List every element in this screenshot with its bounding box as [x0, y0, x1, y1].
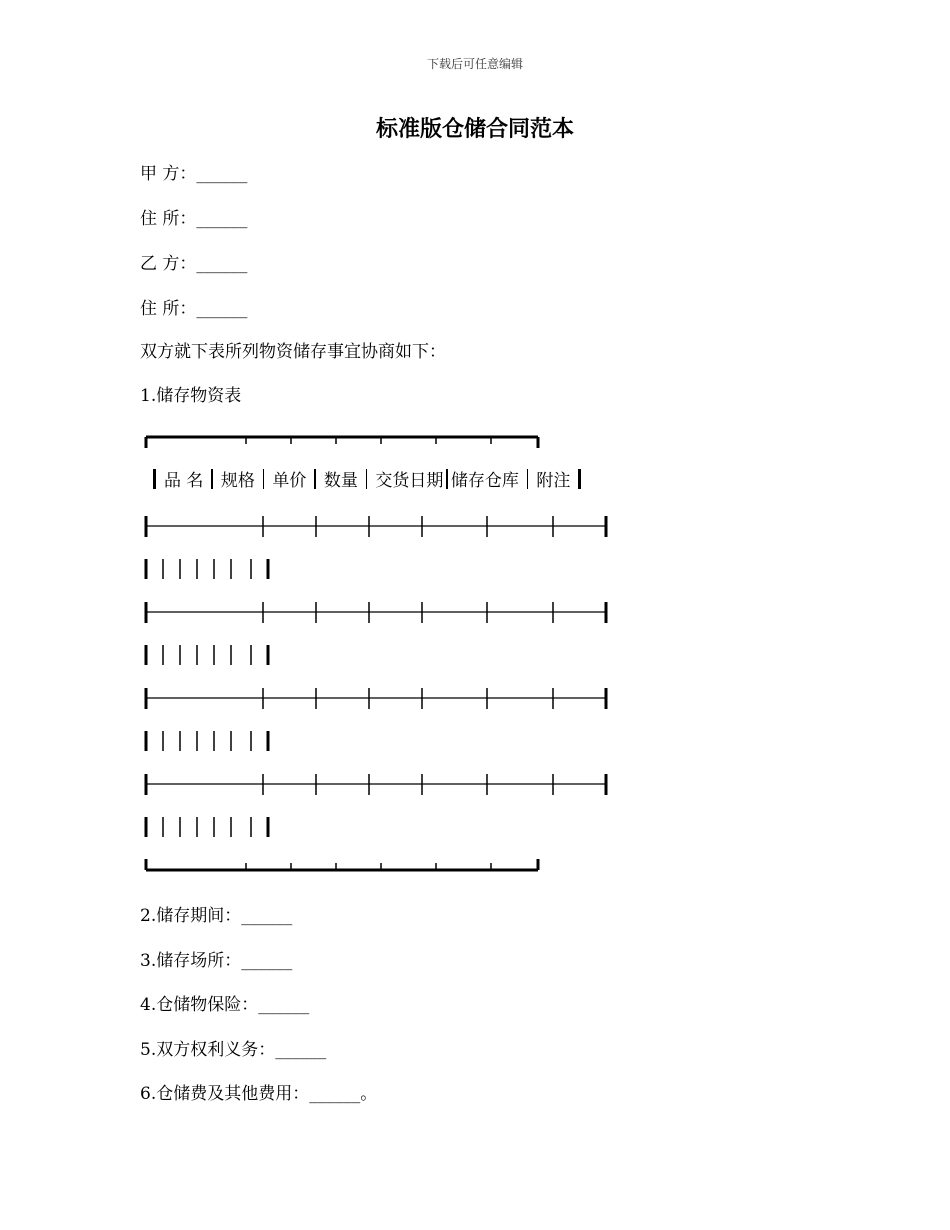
clause-text: 3.储存场所： [140, 951, 242, 971]
column-header: 附注 [536, 471, 571, 491]
header-note: 下载后可任意编辑 [426, 57, 523, 71]
fill-blank: ______ [241, 906, 293, 926]
clause-2 [140, 904, 292, 928]
column-separator [578, 469, 581, 489]
column-header: 储存仓库 [450, 471, 519, 491]
column-separator [153, 469, 156, 489]
fill-blank: ______ [275, 1040, 327, 1060]
clause-text: 2.储存期间： [140, 906, 242, 926]
party-b-line [140, 252, 247, 276]
table-top-border [140, 430, 560, 450]
intro-paragraph: 双方就下表所列物资储存事宜协商如下： [140, 342, 446, 362]
clause-6 [140, 1082, 377, 1106]
column-separator [366, 469, 368, 489]
empty-row [140, 815, 280, 839]
fill-blank: ______ [241, 951, 293, 971]
party-b-address-line [140, 297, 247, 321]
party-label: 住 所： [140, 209, 197, 229]
empty-row [140, 557, 280, 581]
clause-text: 5.双方权利义务： [140, 1040, 276, 1060]
column-header: 交货日期 [375, 471, 444, 491]
party-label: 甲 方： [140, 164, 197, 184]
row-divider [140, 773, 620, 797]
clause-5 [140, 1038, 326, 1062]
party-label: 住 所： [140, 299, 197, 319]
column-header: 品 名 [164, 471, 204, 491]
clause-3 [140, 949, 292, 973]
fill-blank: ______ [196, 164, 248, 184]
clause-text: 6.仓储费及其他费用： [140, 1084, 310, 1104]
clause-suffix: 。 [360, 1084, 378, 1104]
clause-4 [140, 993, 309, 1017]
column-separator [263, 469, 265, 489]
party-a-line [140, 162, 247, 186]
fill-blank: ______ [309, 1084, 361, 1104]
column-separator [211, 469, 213, 489]
column-separator [446, 469, 448, 489]
document-title: 标准版仓储合同范本 [375, 116, 574, 142]
table-bottom-border [140, 855, 560, 875]
column-header: 数量 [323, 471, 358, 491]
column-separator [314, 469, 316, 489]
party-label: 乙 方： [140, 254, 197, 274]
clause-text: 4.仓储物保险： [140, 995, 259, 1015]
row-divider [140, 515, 620, 539]
table-header-row [145, 468, 589, 494]
row-divider [140, 601, 620, 625]
fill-blank: ______ [196, 299, 248, 319]
column-separator [527, 469, 529, 489]
empty-row [140, 643, 280, 667]
column-header: 规格 [220, 471, 255, 491]
fill-blank: ______ [196, 254, 248, 274]
table-heading: 1.储存物资表 [140, 386, 242, 406]
row-divider [140, 687, 620, 711]
party-a-address-line [140, 207, 247, 231]
column-header: 单价 [272, 471, 307, 491]
empty-row [140, 729, 280, 753]
fill-blank: ______ [196, 209, 248, 229]
fill-blank: ______ [258, 995, 310, 1015]
